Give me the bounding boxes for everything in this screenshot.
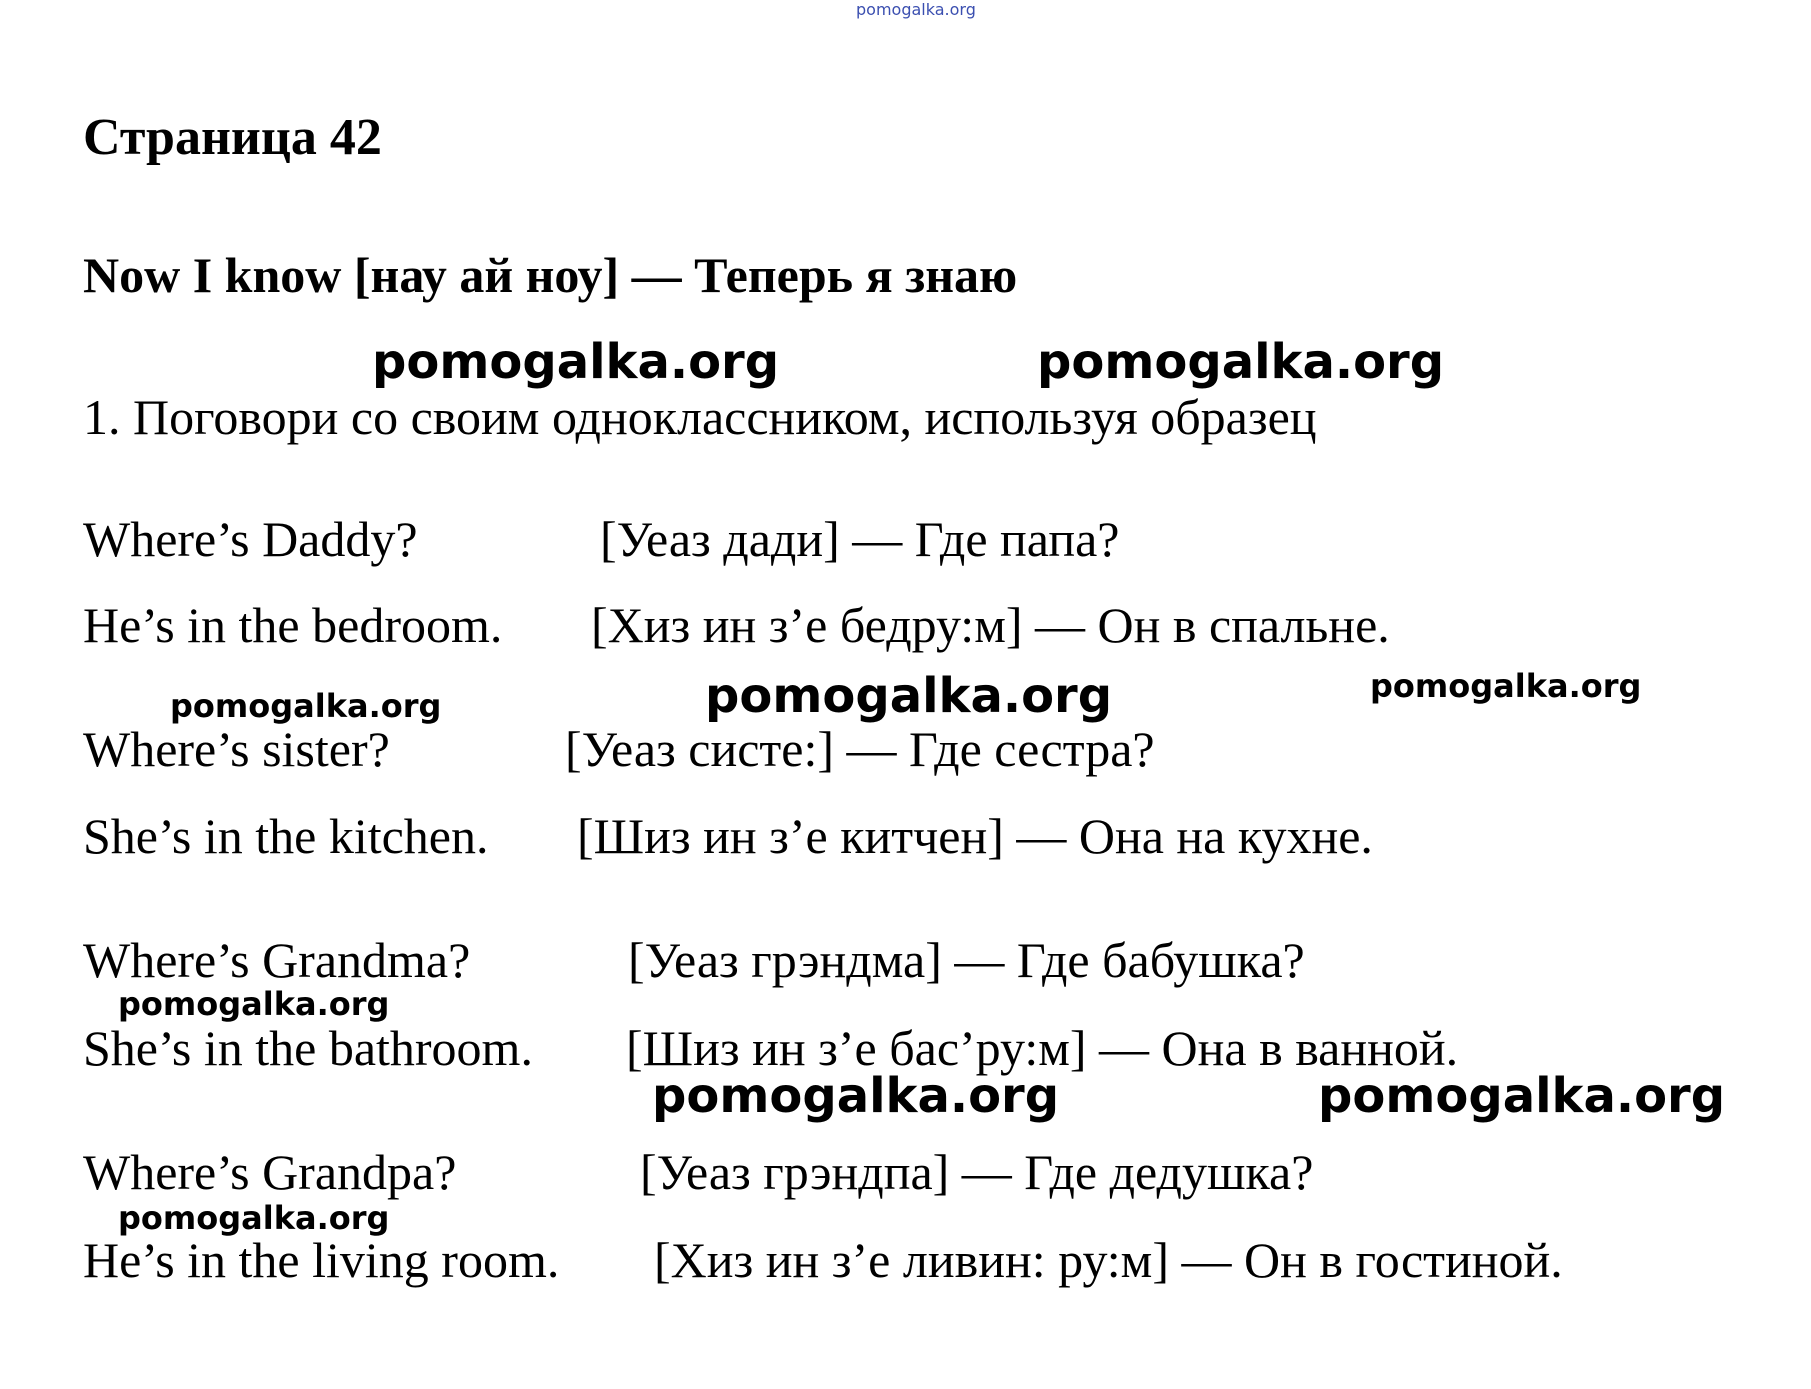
- watermark: pomogalka.org: [1370, 667, 1642, 705]
- watermark: pomogalka.org: [170, 687, 442, 725]
- dialogue-line-5: [83, 932, 1305, 988]
- answer-english: She’s in the kitchen.: [83, 808, 489, 864]
- question-english: Where’s sister?: [83, 721, 390, 777]
- question-english: Where’s Grandpa?: [83, 1144, 457, 1200]
- watermark: pomogalka.org: [1318, 1068, 1726, 1124]
- watermark: pomogalka.org: [118, 1199, 390, 1237]
- question-english: Where’s Grandma?: [83, 932, 471, 988]
- watermark: pomogalka.org: [118, 985, 390, 1023]
- task-instruction: 1. Поговори со своим одноклассником, используя образец: [83, 389, 1317, 445]
- dialogue-line-3: [83, 721, 1155, 777]
- dialogue-line-1: [83, 511, 1120, 567]
- answer-translation: [Хиз ин з’е бедру:м] — Он в спальне.: [591, 597, 1390, 653]
- watermark: pomogalka.org: [652, 1068, 1060, 1124]
- dialogue-line-6: [83, 1020, 1459, 1076]
- dialogue-line-2: [83, 597, 1390, 653]
- dialogue-line-8: [83, 1232, 1563, 1288]
- answer-english: She’s in the bathroom.: [83, 1020, 533, 1076]
- section-heading: Now I know [нау ай ноу] — Теперь я знаю: [83, 247, 1018, 303]
- question-translation: [Уеаз дади] — Где папа?: [600, 511, 1120, 567]
- dialogue-line-4: [83, 808, 1373, 864]
- dialogue-line-7: [83, 1144, 1314, 1200]
- top-watermark: pomogalka.org: [856, 0, 976, 19]
- answer-english: He’s in the bedroom.: [83, 597, 503, 653]
- watermark: pomogalka.org: [372, 334, 780, 390]
- watermark: pomogalka.org: [705, 668, 1113, 724]
- question-translation: [Уеаз грэндма] — Где бабушка?: [628, 932, 1305, 988]
- answer-english: He’s in the living room.: [83, 1232, 560, 1288]
- answer-translation: [Шиз ин з’е китчен] — Она на кухне.: [577, 808, 1373, 864]
- question-translation: [Уеаз грэндпа] — Где дедушка?: [640, 1144, 1314, 1200]
- question-english: Where’s Daddy?: [83, 511, 418, 567]
- answer-translation: [Шиз ин з’е бас’ру:м] — Она в ванной.: [626, 1020, 1459, 1076]
- question-translation: [Уеаз систе:] — Где сестра?: [565, 721, 1155, 777]
- answer-translation: [Хиз ин з’е ливин: ру:м] — Он в гостиной.: [654, 1232, 1563, 1288]
- watermark: pomogalka.org: [1037, 334, 1445, 390]
- page-title: Страница 42: [83, 109, 382, 166]
